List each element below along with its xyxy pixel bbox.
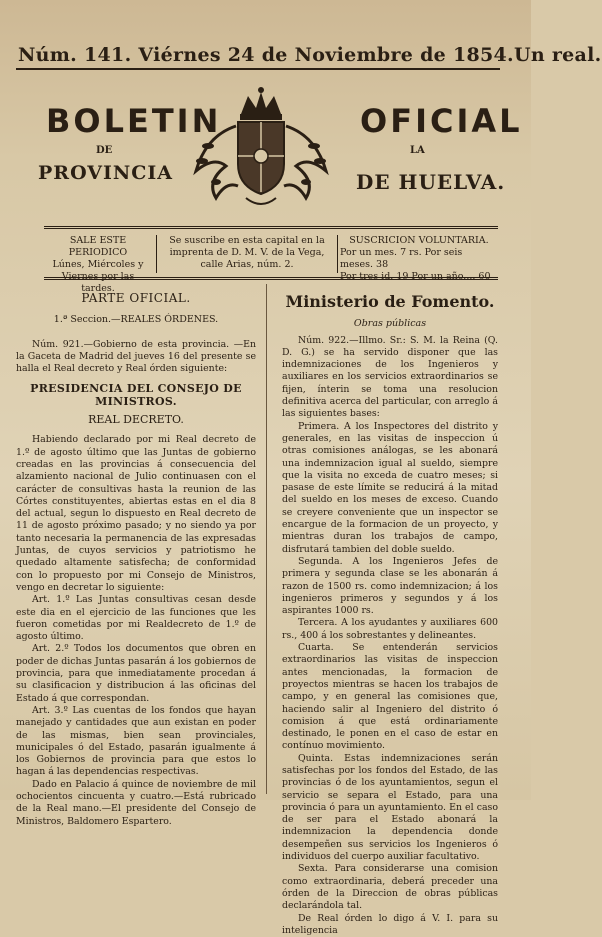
order-intro: Núm. 922.—Illmo. Sr.: S. M. la Reina (Q. D. G.) se ha servido disponer que las indemnizaciones de los Ingenieros y auxiliares en los servicios extraordinarios se fijen, ínterin se toma una resolucion definitiva acerca del particular, con arreglo á las siguientes bases: [282,334,498,420]
publication-days-title: SALE ESTE PERIODICO [68,235,128,258]
section-title: PARTE OFICIAL. [81,291,191,305]
order-paragraph: Cuarta. Se entenderán servicios extraordinarios las visitas de inspeccion antes mencionadas, la formacion de proyectos mientras se hacen los trabajos de campo, y en general las comisiones que, haciendo salir al Ingeniero del distrito ó comision á que está ordinariamente destinado, le ponen en el caso de estar en contínuo movimiento. [282,642,498,752]
decree-paragraph: Dado en Palacio á quince de noviembre de mil ochocientos cincuenta y cuatro.—Está rubricado de la Real mano.—El presidente del Consejo de Ministros, Baldomero Espartero. [16,778,256,827]
decree-paragraph: Habiendo declarado por mi Real decreto de 1.º de agosto último que las Juntas de gobierno creadas en las provincias á consecuencia del alzamiento nacional de Julio continuasen con el carácter de consultivas hasta la reunion de las Córtes constituyentes, abiertas estas en el dia 8 del actual, segun lo dispuesto en Real decreto de 11 de agosto próximo pasado; y no siendo ya por tanto necesaria la permanencia de las expresadas Juntas, de cuyos servicios y patriotismo he quedado altamente satisfecha; de conformidad con lo propuesto por mi Consejo de Ministros, vengo en decretar lo siguiente: [16,434,256,593]
issue-line: Núm. 141. Viérnes 24 de Noviembre de 1854.Un real. [18,44,602,66]
order-paragraph: Primera. A los Inspectores del distrito y generales, en las visitas de inspeccion ú otras comisiones análogas, se les abonará una indemnizacion igual al sueldo, siempre que la visita no exceda de cuatro meses; si pasase de este límite se reducirá á la mitad del sueldo en los meses de exceso. Cuando se creyere conveniente que un inspector se encargue de la formacion de un proyecto, y mientras duran los trabajos de campo, disfrutará tambien del doble sueldo. [282,420,498,555]
order-paragraph: Sexta. Para considerarse una comision como extraordinaria, deberá preceder una órden de la Direccion de obras públicas declarándola tal. [282,863,498,912]
publication-days-text: Lúnes, Miércoles y Viernes por las tardes. [52,259,144,294]
title-provincia: PROVINCIA [38,162,174,184]
decree-intro: Núm. 921.—Gobierno de esta provincia. —En la Gaceta de Madrid del jueves 16 del presente se halla el Real decreto y Real órden siguiente: [16,338,256,375]
subscription-price-line2: Por tres id. 19 Por un año.... 60 [340,271,491,282]
ministry-title: Ministerio de Fomento. [285,292,495,311]
obras-subtitle: Obras públicas [353,318,427,330]
subscription-place-text: Se suscribe en esta capital en la imprenta de D. M. V. de la Vega, calle Arias, núm. 2. [169,235,325,270]
order-paragraph: Tercera. A los ayudantes y auxiliares 600 rs., 400 á los sobrestantes y delineantes. [282,617,498,641]
title-de-huelva: DE HUELVA. [356,170,506,194]
decree-paragraph: Art. 1.º Las Juntas consultivas cesan desde este dia en el ejercicio de las funciones que les fueron cometidas por mi Realdecreto de 1.º de agosto último. [16,594,256,643]
royal-coat-of-arms-icon [186,86,336,214]
top-rule [16,68,500,70]
order-paragraph: Segunda. A los Ingenieros Jefes de primera y segunda clase se les abonarán á razon de 1500 rs. como indemnizacion; á los ingenieros primeros y segundos y á los aspirantes 1000 rs. [282,555,498,617]
right-column [282,286,498,937]
subsection-title: 1.ª Seccion.—REALES ÓRDENES. [53,314,219,326]
order-paragraph: De Real órden lo digo á V. I. para su inteligencia [282,912,498,936]
title-boletin: BOLETIN [46,102,222,140]
subscription-price-box [340,235,498,283]
title-la: LA [410,145,425,156]
decree-paragraph: Art. 2.º Todos los documentos que obren en poder de dichas Juntas pasarán á los gobiernos de provincia, para que inmediatamente procedan á su clasificacion y distribucion á las oficinas del Estado á que correspondan. [16,643,256,704]
title-de: DE [96,145,113,156]
subscription-price-title: SUSCRICION VOLUNTARIA. [349,235,489,246]
left-column [16,286,256,828]
subscription-info-band [44,226,498,294]
order-paragraph: Quinta. Estas indemnizaciones serán satisfechas por los fondos del Estado, de las provincias ó de los ayuntamientos, segun el servicio se separa el Estado, para una provincia ó para un ayuntamiento. En el caso de ser para el Estado abonará la indemnizacion la dependencia donde desempeñen sus servicios los Ingenieros ó individuos del cuerpo auxiliar facultativo. [282,752,498,863]
column-divider [266,284,267,794]
real-decreto-heading: REAL DECRETO. [88,413,184,427]
presidencia-heading: PRESIDENCIA DEL CONSEJO DE MINISTROS. [30,382,242,408]
subscription-price-line1: Por un mes. 7 rs. Por seis meses. 38 [340,247,463,270]
subscription-place-box [156,235,338,273]
decree-paragraph: Art. 3.º Las cuentas de los fondos que hayan manejado y cantidades que aun existan en poder de las mismas, bien sean provinciales, municipales ó del Estado, pasarán igualmente á los Gobiernos de provincia para que estos lo hagan á las dependencias respectivas. [16,704,256,778]
title-oficial: OFICIAL [360,102,523,140]
